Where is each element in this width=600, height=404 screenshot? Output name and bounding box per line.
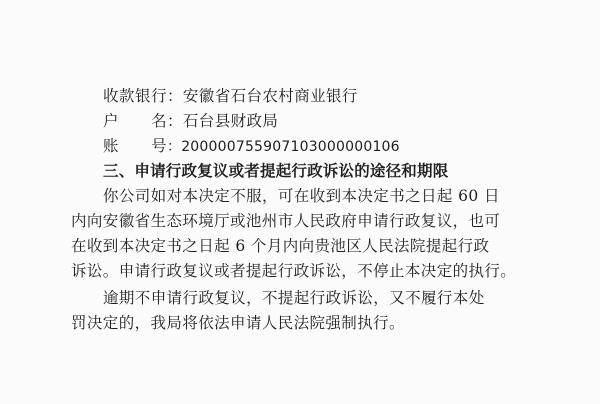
account-no-value: ：200000755907103000000106 [167, 139, 400, 155]
para1-line-3: 在收到本决定书之日起 6 个月内向贵池区人民法院提起行政 [71, 237, 490, 255]
para1-line-4: 诉讼。申请行政复议或者提起行政诉讼，不停止本决定的执行。 [71, 262, 517, 280]
bank-row [103, 86, 358, 106]
para1-line-2: 内向安徽省生态环境厅或池州市人民政府申请行政复议，也可 [71, 212, 501, 230]
bank-value: ：安徽省石台农村商业银行 [167, 87, 358, 105]
account-name-row [103, 111, 278, 131]
account-name-value: ：石台县财政局 [167, 112, 279, 130]
para2-line-1: 逾期不申请行政复议，不提起行政诉讼，又不履行本处 [103, 289, 485, 307]
para1-line-1: 你公司如对本决定不服，可在收到本决定书之日起 60 日 [103, 187, 500, 205]
bank-label: 收款银行 [103, 87, 167, 105]
section-heading: 三、申请行政复议或者提起行政诉讼的途径和期限 [103, 162, 449, 180]
account-no-label: 账号 [103, 137, 167, 155]
account-no-row [103, 136, 400, 157]
account-name-label: 户名 [103, 112, 167, 130]
para2-line-2: 罚决定的，我局将依法申请人民法院强制执行。 [71, 314, 405, 332]
